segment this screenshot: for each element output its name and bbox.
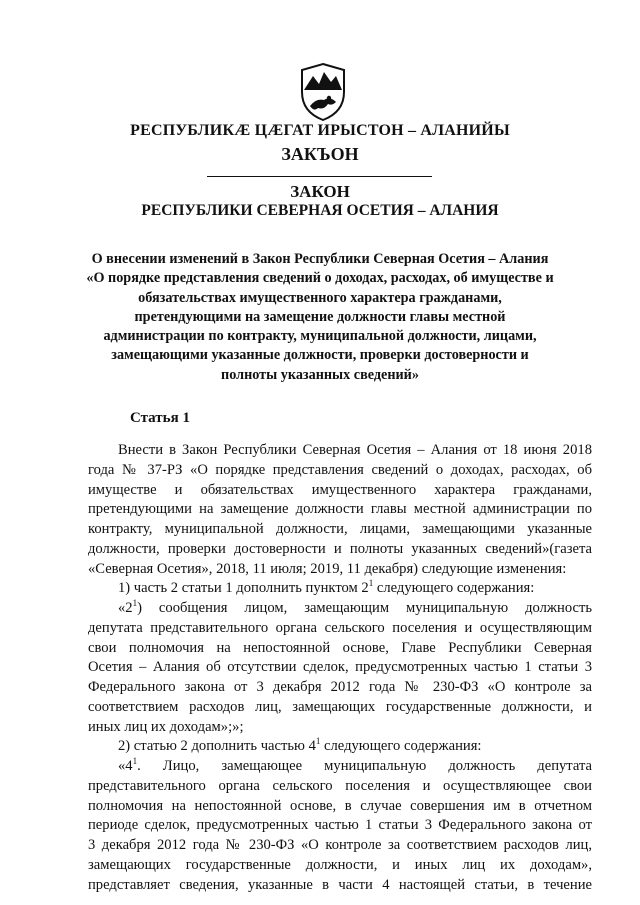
amendment-item-1: 1) часть 2 статьи 1 дополнить пунктом $2^1$ следующего содержания: [118, 578, 535, 597]
body-line: должности, проверки достоверности и полноты указанных сведений»(газета [88, 540, 592, 557]
quote-2-start: «$4^1$. Лицо, замещающее муниципальную должность депутата [118, 756, 592, 774]
title-line: обязательствах имущественного характера гражданами, [138, 289, 502, 306]
body-line: претендующими на замещение должности главы местной администрации по [88, 501, 592, 518]
body-line: контракту, муниципальной должности, лицами, замещающими указанные [88, 521, 592, 537]
body-line: соответствием расходов лиц, замещающих государственные должности, и [88, 698, 592, 715]
body-line: свои полномочия на непостоянной основе, Главе Республики Северная [88, 639, 592, 656]
body-line: полномочия на непостоянной основе, в случае совершения им в отчетном [88, 797, 592, 814]
title-line: замещающими указанные должности, проверки достоверности и [111, 347, 529, 364]
title-line: администрации по контракту, муниципальной должности, лицами, [103, 328, 537, 345]
header-republic: РЕСПУБЛИКИ СЕВЕРНАЯ ОСЕТИЯ – АЛАНИЯ [141, 202, 499, 219]
header-ossetian-law: ЗАКЪОН [281, 144, 359, 164]
body-line: представляет сведения, указанные в части 4 настоящей статьи, в течение [88, 876, 592, 893]
header-ossetian-republic: РЕСПУБЛИКÆ ЦÆГАТ ИРЫСТОН – АЛАНИЙЫ [130, 122, 510, 139]
body-line: Осетия – Алания об отсутствии сделок, предусмотренных частью 1 статьи 3 [88, 659, 592, 676]
amendment-item-2: 2) статью 2 дополнить частью $4^1$ следующего содержания: [118, 736, 482, 755]
body-line: года № 37-РЗ «О порядке представления сведений о доходах, расходах, об [88, 461, 592, 478]
body-line: имуществе и обязательствах имущественного характера гражданами, [88, 481, 592, 498]
body-line: периоде сделок, предусмотренных частью 1 статьи 3 Федерального закона от [88, 817, 592, 834]
body-line: Федерального закона от 3 декабря 2012 года № 230-ФЗ «О контроле за [88, 679, 592, 695]
header-law: ЗАКОН [290, 182, 350, 201]
body-line: иных лиц их доходам»;»; [88, 718, 244, 735]
article-heading: Статья 1 [130, 410, 190, 426]
header-divider [207, 176, 432, 177]
body-line: замещающих государственные должности, и иных лиц их доходам», [88, 856, 592, 873]
title-line: «О порядке представления сведений о доходах, расходах, об имуществе и [86, 270, 554, 287]
title-line: полноты указанных сведений» [221, 366, 419, 383]
title-line: претендующими на замещение должности главы местной [134, 308, 506, 325]
body-line: 3 декабря 2012 года № 230-ФЗ «О контроле за соответствием расходов лиц, [88, 837, 592, 853]
body-line: представительного органа сельского поселения и осуществляющее свои [88, 777, 592, 794]
law-title [80, 250, 560, 385]
body-line: депутата представительного органа сельского поселения и осуществляющим [88, 619, 592, 636]
body-line: «Северная Осетия», 2018, 11 июля; 2019, 11 декабря) следующие изменения: [88, 560, 567, 577]
law-body [88, 441, 592, 895]
coat-of-arms-icon [298, 62, 348, 122]
quote-1-start: «$2^1$) сообщения лицом, замещающим муниципальную должность [118, 598, 592, 616]
title-line: О внесении изменений в Закон Республики Северная Осетия – Алания [91, 251, 549, 267]
body-line: Внести в Закон Республики Северная Осетия – Алания от 18 июня 2018 [118, 442, 592, 458]
